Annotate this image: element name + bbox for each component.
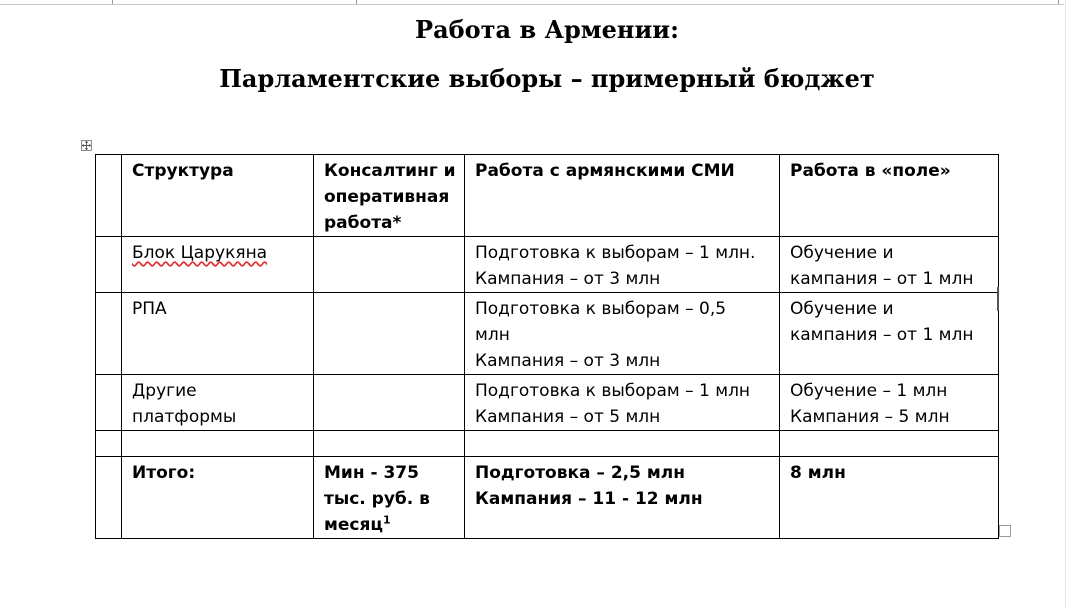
- cell-consulting[interactable]: [314, 375, 465, 431]
- total-field-value: 8 млн: [790, 463, 846, 483]
- table-row: [96, 237, 999, 293]
- total-media-line: Кампания – 11 - 12 млн: [475, 489, 703, 509]
- ruler-tick: [112, 0, 113, 4]
- total-field[interactable]: [780, 457, 999, 539]
- ruler-tick: [356, 0, 357, 4]
- media-line: Кампания – от 5 млн: [475, 407, 661, 427]
- media-line: млн: [475, 325, 510, 345]
- table-cell[interactable]: [96, 237, 122, 293]
- structure-name: РПА: [132, 299, 167, 319]
- header-consulting-line: работа*: [324, 213, 402, 233]
- table-cell[interactable]: [780, 431, 999, 457]
- text-cursor: [997, 287, 999, 311]
- structure-name: Блок Царукяна: [132, 243, 268, 263]
- footnote-marker[interactable]: 1: [383, 513, 391, 527]
- cell-media[interactable]: [465, 293, 780, 375]
- header-field-label: Работа в «поле»: [790, 161, 951, 181]
- total-consulting-line: месяц: [324, 515, 384, 535]
- field-line: Обучение и: [790, 299, 894, 319]
- cell-field[interactable]: [780, 375, 999, 431]
- total-consulting[interactable]: [314, 457, 465, 539]
- header-media[interactable]: [465, 155, 780, 237]
- field-line: Обучение и: [790, 243, 894, 263]
- total-label: Итого:: [132, 463, 196, 483]
- total-media-line: Подготовка – 2,5 млн: [475, 463, 685, 483]
- cell-field[interactable]: [780, 293, 999, 375]
- cell-media[interactable]: [465, 237, 780, 293]
- table-cell[interactable]: [314, 431, 465, 457]
- header-field[interactable]: [780, 155, 999, 237]
- cell-structure[interactable]: [122, 375, 314, 431]
- media-line: Кампания – от 3 млн: [475, 351, 661, 371]
- cell-field[interactable]: [780, 237, 999, 293]
- header-consulting[interactable]: [314, 155, 465, 237]
- table-cell[interactable]: [96, 375, 122, 431]
- table-cell[interactable]: [96, 293, 122, 375]
- table-cell[interactable]: [96, 431, 122, 457]
- media-line: Подготовка к выборам – 0,5: [475, 299, 727, 319]
- field-line: кампания – от 1 млн: [790, 269, 974, 289]
- empty-row: [96, 431, 999, 457]
- table-row: [96, 375, 999, 431]
- total-label-cell[interactable]: [122, 457, 314, 539]
- top-ruler-edge: [0, 0, 1064, 5]
- header-media-label: Работа с армянскими СМИ: [475, 161, 735, 181]
- total-row: [96, 457, 999, 539]
- media-line: Подготовка к выборам – 1 млн.: [475, 243, 756, 263]
- total-consulting-line: тыс. руб. в: [324, 489, 430, 509]
- table-move-handle-icon[interactable]: [81, 140, 92, 151]
- header-consulting-line: Консалтинг и: [324, 161, 456, 181]
- field-line: Кампания – 5 млн: [790, 407, 950, 427]
- document-subtitle: Парламентские выборы – примерный бюджет: [219, 64, 875, 93]
- cell-structure[interactable]: [122, 293, 314, 375]
- total-consulting-line: Мин - 375: [324, 463, 419, 483]
- table-row: [96, 293, 999, 375]
- header-structure[interactable]: [122, 155, 314, 237]
- field-line: Обучение – 1 млн: [790, 381, 948, 401]
- table-header-row: [96, 155, 999, 237]
- total-media[interactable]: [465, 457, 780, 539]
- cell-structure[interactable]: [122, 237, 314, 293]
- table-cell[interactable]: [96, 457, 122, 539]
- structure-name: Другие: [132, 381, 197, 401]
- header-consulting-line: оперативная: [324, 187, 450, 207]
- header-structure-label: Структура: [132, 161, 234, 181]
- budget-table: [95, 154, 999, 539]
- table-cell[interactable]: [96, 155, 122, 237]
- media-line: Кампания – от 3 млн: [475, 269, 661, 289]
- cell-media[interactable]: [465, 375, 780, 431]
- media-line: Подготовка к выборам – 1 млн: [475, 381, 751, 401]
- cell-consulting[interactable]: [314, 293, 465, 375]
- cell-consulting[interactable]: [314, 237, 465, 293]
- table-cell[interactable]: [465, 431, 780, 457]
- field-line: кампания – от 1 млн: [790, 325, 974, 345]
- document-title: Работа в Армении:: [415, 15, 679, 44]
- table-cell[interactable]: [122, 431, 314, 457]
- table-resize-handle[interactable]: [999, 525, 1011, 537]
- structure-name: платформы: [132, 407, 237, 427]
- ruler-tick: [1058, 0, 1059, 4]
